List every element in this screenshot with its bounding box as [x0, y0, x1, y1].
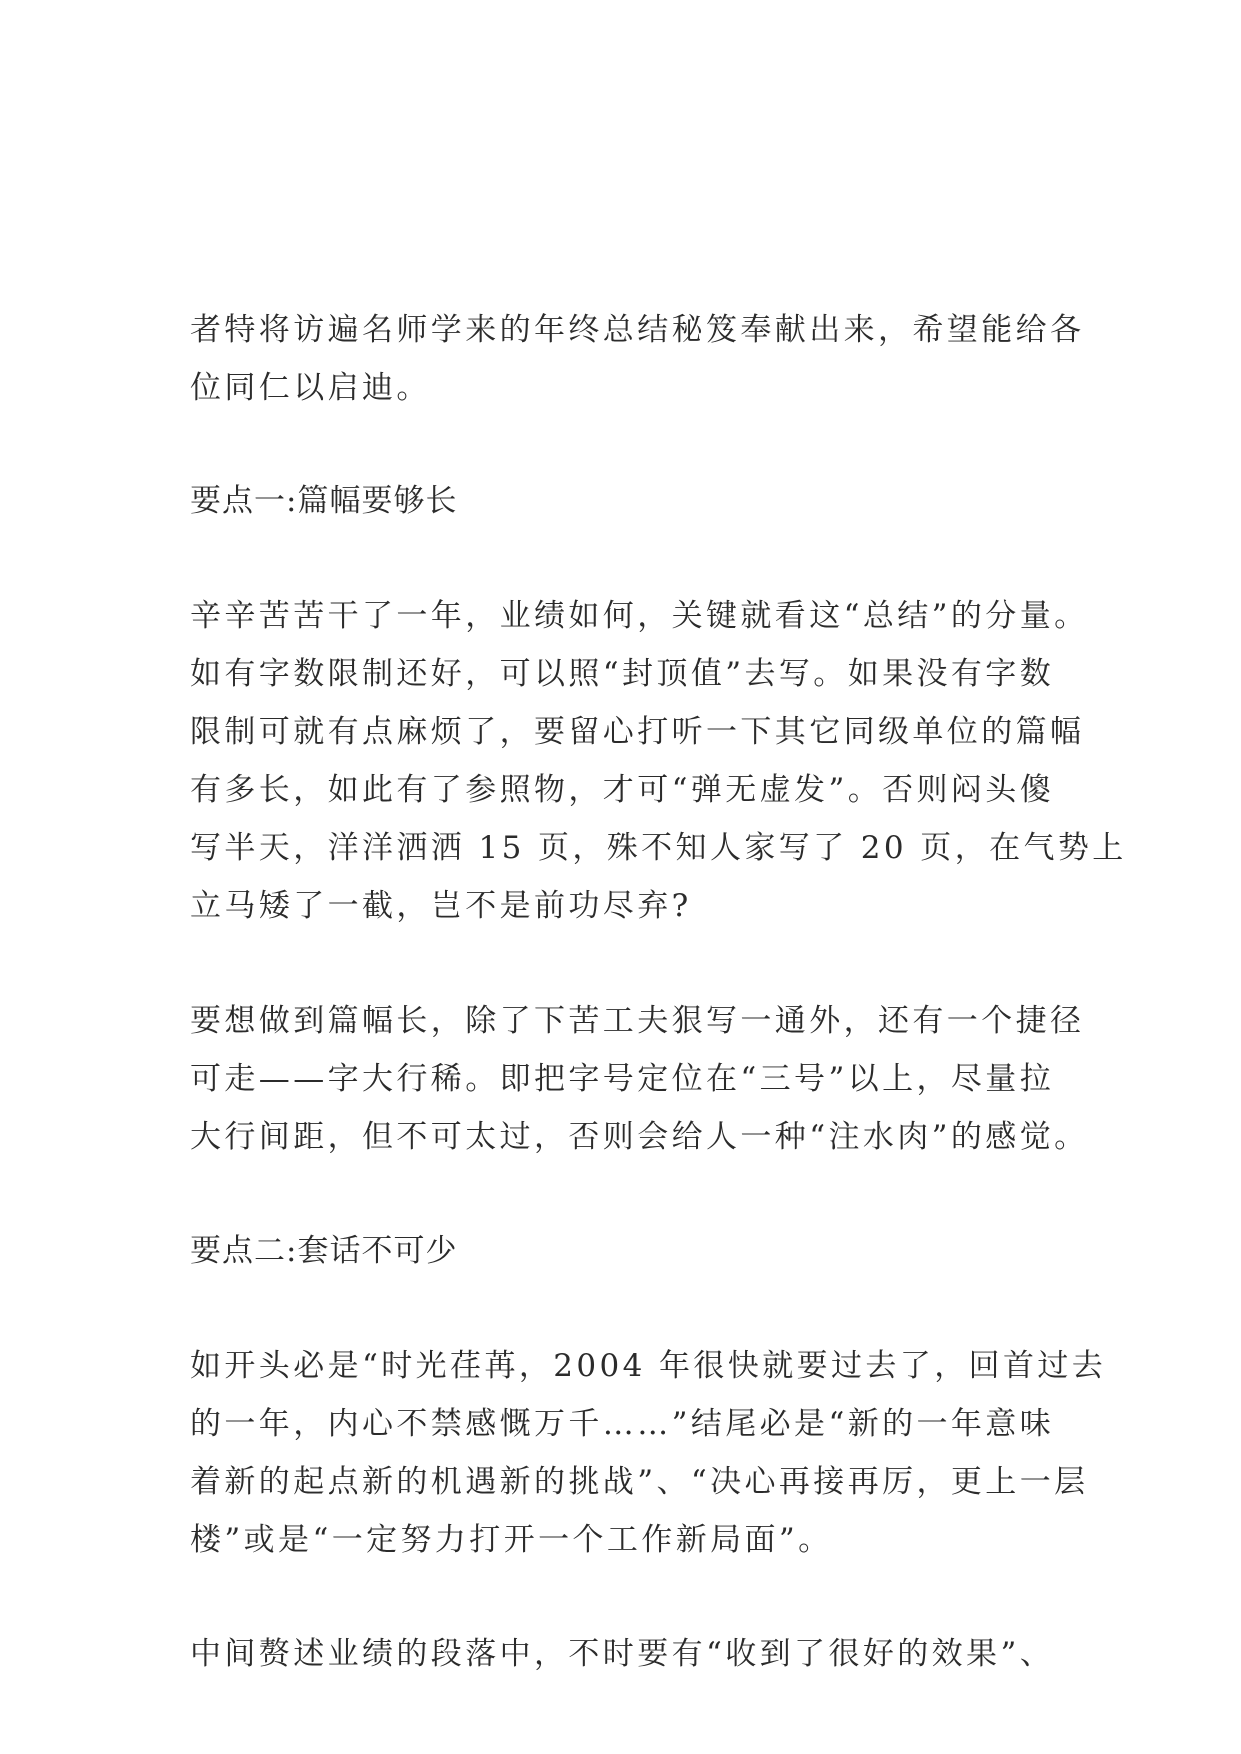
- body-line: 的一年，内心不禁感慨万千……”结尾必是“新的一年意味: [190, 1406, 1055, 1442]
- body-line: 如有字数限制还好，可以照“封顶值”去写。如果没有字数: [190, 656, 1055, 692]
- body-line: 有多长，如此有了参照物，才可“弹无虚发”。否则闷头傻: [190, 772, 1055, 808]
- body-line: 中间赘述业绩的段落中，不时要有“收到了很好的效果”、: [190, 1636, 1055, 1672]
- body-line: 如开头必是“时光荏苒，2004 年很快就要过去了，回首过去: [190, 1348, 1107, 1384]
- body-line: 辛辛苦苦干了一年，业绩如何，关键就看这“总结”的分量。: [190, 598, 1089, 634]
- body-line: 立马矮了一截，岂不是前功尽弃?: [190, 888, 692, 924]
- body-line: 大行间距，但不可太过，否则会给人一种“注水肉”的感觉。: [190, 1119, 1089, 1155]
- body-line: 者特将访遍名师学来的年终总结秘笈奉献出来，希望能给各: [190, 312, 1085, 348]
- body-line: 限制可就有点麻烦了，要留心打听一下其它同级单位的篇幅: [190, 714, 1085, 750]
- section-heading: 要点一:篇幅要够长: [190, 483, 458, 519]
- body-line: 可走——字大行稀。即把字号定位在“三号”以上，尽量拉: [190, 1061, 1055, 1097]
- body-line: 要想做到篇幅长，除了下苦工夫狠写一通外，还有一个捷径: [190, 1003, 1085, 1039]
- document-page: [190, 160, 1127, 1720]
- body-line: 位同仁以启迪。: [190, 370, 431, 406]
- body-line: 着新的起点新的机遇新的挑战”、“决心再接再厉，更上一层: [190, 1464, 1089, 1500]
- section-heading: 要点二:套话不可少: [190, 1233, 458, 1269]
- body-line: 楼”或是“一定努力打开一个工作新局面”。: [190, 1522, 833, 1558]
- body-line: 写半天，洋洋洒洒 15 页，殊不知人家写了 20 页，在气势上: [190, 830, 1127, 866]
